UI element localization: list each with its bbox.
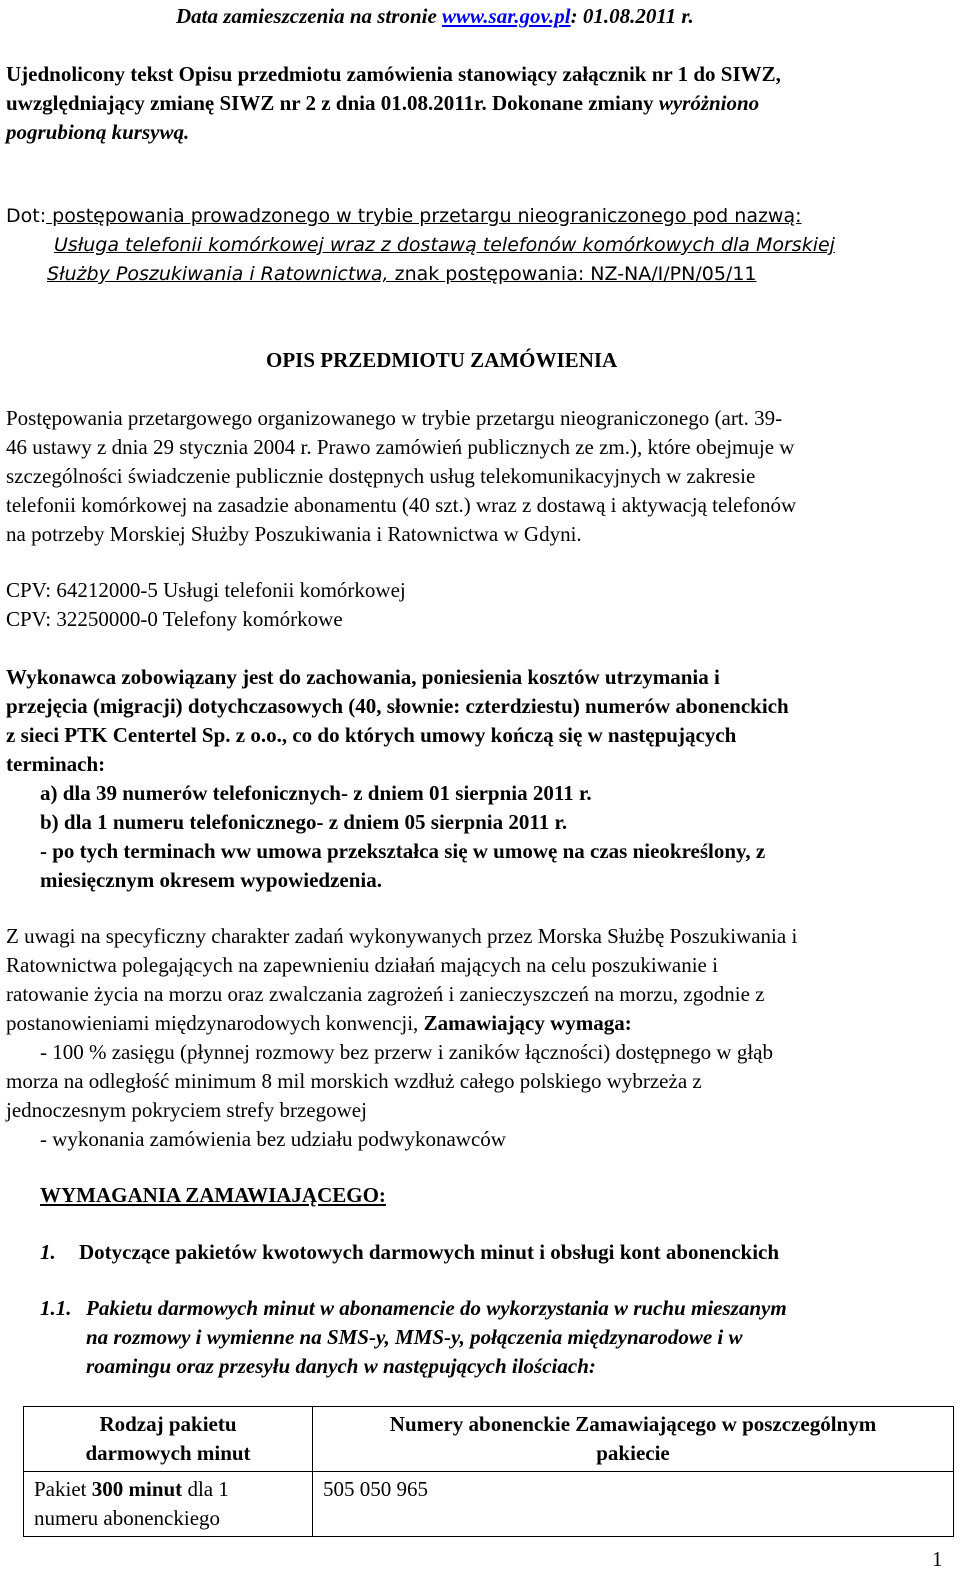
- item-1-1-line: roamingu oraz przesyłu danych w następujących ilościach:: [86, 1354, 596, 1378]
- table-cell: 505 050 965: [313, 1472, 954, 1537]
- requirement-line: - 100 % zasięgu (płynnej rozmowy bez przerw i zaników łączności) dostępnego w głąb: [40, 1040, 774, 1064]
- contractor-item: a) dla 39 numerów telefonicznych- z dniem 01 sierpnia 2011 r.: [40, 781, 592, 805]
- dot-line-1: Dot: postępowania prowadzonego w trybie przetargu nieograniczonego pod nazwą:: [6, 205, 802, 227]
- contractor-line: Wykonawca zobowiązany jest do zachowania, poniesienia kosztów utrzymania i: [6, 665, 720, 689]
- intro-line-2: uwzględniający zmianę SIWZ nr 2 z dnia 01.08.2011r. Dokonane zmiany wyróżniono: [6, 91, 760, 115]
- package-table: [23, 1406, 954, 1537]
- para2-line: postanowieniami międzynarodowych konwencji, Zamawiający wymaga:: [6, 1011, 632, 1035]
- requirements-title: WYMAGANIA ZAMAWIAJĄCEGO:: [40, 1183, 386, 1207]
- contractor-item: b) dla 1 numeru telefonicznego- z dniem 05 sierpnia 2011 r.: [40, 810, 568, 834]
- para1-line: na potrzeby Morskiej Służby Poszukiwania i Ratownictwa w Gdyni.: [6, 522, 582, 546]
- requirement-line: morza na odległość minimum 8 mil morskich wzdłuż całego polskiego wybrzeża z: [6, 1069, 702, 1093]
- contractor-line: przejęcia (migracji) dotychczasowych (40, słownie: czterdziestu) numerów abonenckich: [6, 694, 789, 718]
- contractor-item: - po tych terminach ww umowa przekształca się w umowę na czas nieokreślony, z: [40, 839, 766, 863]
- cpv-line: CPV: 64212000-5 Usługi telefonii komórkowej: [6, 578, 406, 602]
- para2-line: Z uwagi na specyficzny charakter zadań wykonywanych przez Morska Służbę Poszukiwania i: [6, 924, 798, 948]
- requirement-line: jednoczesnym pokryciem strefy brzegowej: [6, 1098, 367, 1122]
- cpv-line: CPV: 32250000-0 Telefony komórkowe: [6, 607, 343, 631]
- requirement-line: - wykonania zamówienia bez udziału podwykonawców: [40, 1127, 506, 1151]
- table-header-row: [24, 1407, 954, 1472]
- table-header-cell: Rodzaj pakietu darmowych minut: [24, 1407, 313, 1472]
- publication-date-line: Data zamieszczenia na stronie www.sar.gov.pl: 01.08.2011 r.: [176, 4, 694, 28]
- site-link[interactable]: www.sar.gov.pl: [442, 4, 571, 28]
- contractor-line: terminach:: [6, 752, 106, 776]
- contractor-line: z sieci PTK Centertel Sp. z o.o., co do których umowy kończą się w następujących: [6, 723, 737, 747]
- item-1-1-number: 1.1.: [40, 1296, 72, 1320]
- section-title: OPIS PRZEDMIOTU ZAMÓWIENIA: [266, 348, 618, 372]
- para1-line: 46 ustawy z dnia 29 stycznia 2004 r. Prawo zamówień publicznych ze zm.), które obejmuje w: [6, 435, 795, 459]
- dot-line-2: Usługa telefonii komórkowej wraz z dostawą telefonów komórkowych dla Morskiej: [54, 234, 835, 256]
- para1-line: telefonii komórkowej na zasadzie abonamentu (40 szt.) wraz z dostawą i aktywacją telefonów: [6, 493, 797, 517]
- item-1-1-line: na rozmowy i wymienne na SMS-y, MMS-y, połączenia międzynarodowe i w: [86, 1325, 743, 1349]
- item-1-1-line: Pakietu darmowych minut w abonamencie do wykorzystania w ruchu mieszanym: [86, 1296, 787, 1320]
- table-cell: Pakiet 300 minut dla 1 numeru abonenckiego: [24, 1472, 313, 1537]
- table-header-cell: Numery abonenckie Zamawiającego w poszczególnym pakiecie: [313, 1407, 954, 1472]
- table-row: [24, 1472, 954, 1537]
- contractor-item: miesięcznym okresem wypowiedzenia.: [40, 868, 382, 892]
- dot-line-3: Służby Poszukiwania i Ratownictwa, znak postępowania: NZ-NA/I/PN/05/11: [47, 263, 757, 285]
- page-number: 1: [932, 1547, 943, 1571]
- para1-line: Postępowania przetargowego organizowanego w trybie przetargu nieograniczonego (art. 39-: [6, 406, 783, 430]
- para2-line: Ratownictwa polegających na zapewnieniu działań mających na celu poszukiwanie i: [6, 953, 718, 977]
- para1-line: szczególności świadczenie publicznie dostępnych usług telekomunikacyjnych w zakresie: [6, 464, 756, 488]
- intro-line-3: pogrubioną kursywą.: [6, 120, 190, 144]
- item-1: 1. Dotyczące pakietów kwotowych darmowych minut i obsługi kont abonenckich: [40, 1240, 780, 1264]
- para2-line: ratowanie życia na morzu oraz zwalczania zagrożeń i zanieczyszczeń na morzu, zgodnie z: [6, 982, 765, 1006]
- intro-line-1: Ujednolicony tekst Opisu przedmiotu zamówienia stanowiący załącznik nr 1 do SIWZ,: [6, 62, 781, 86]
